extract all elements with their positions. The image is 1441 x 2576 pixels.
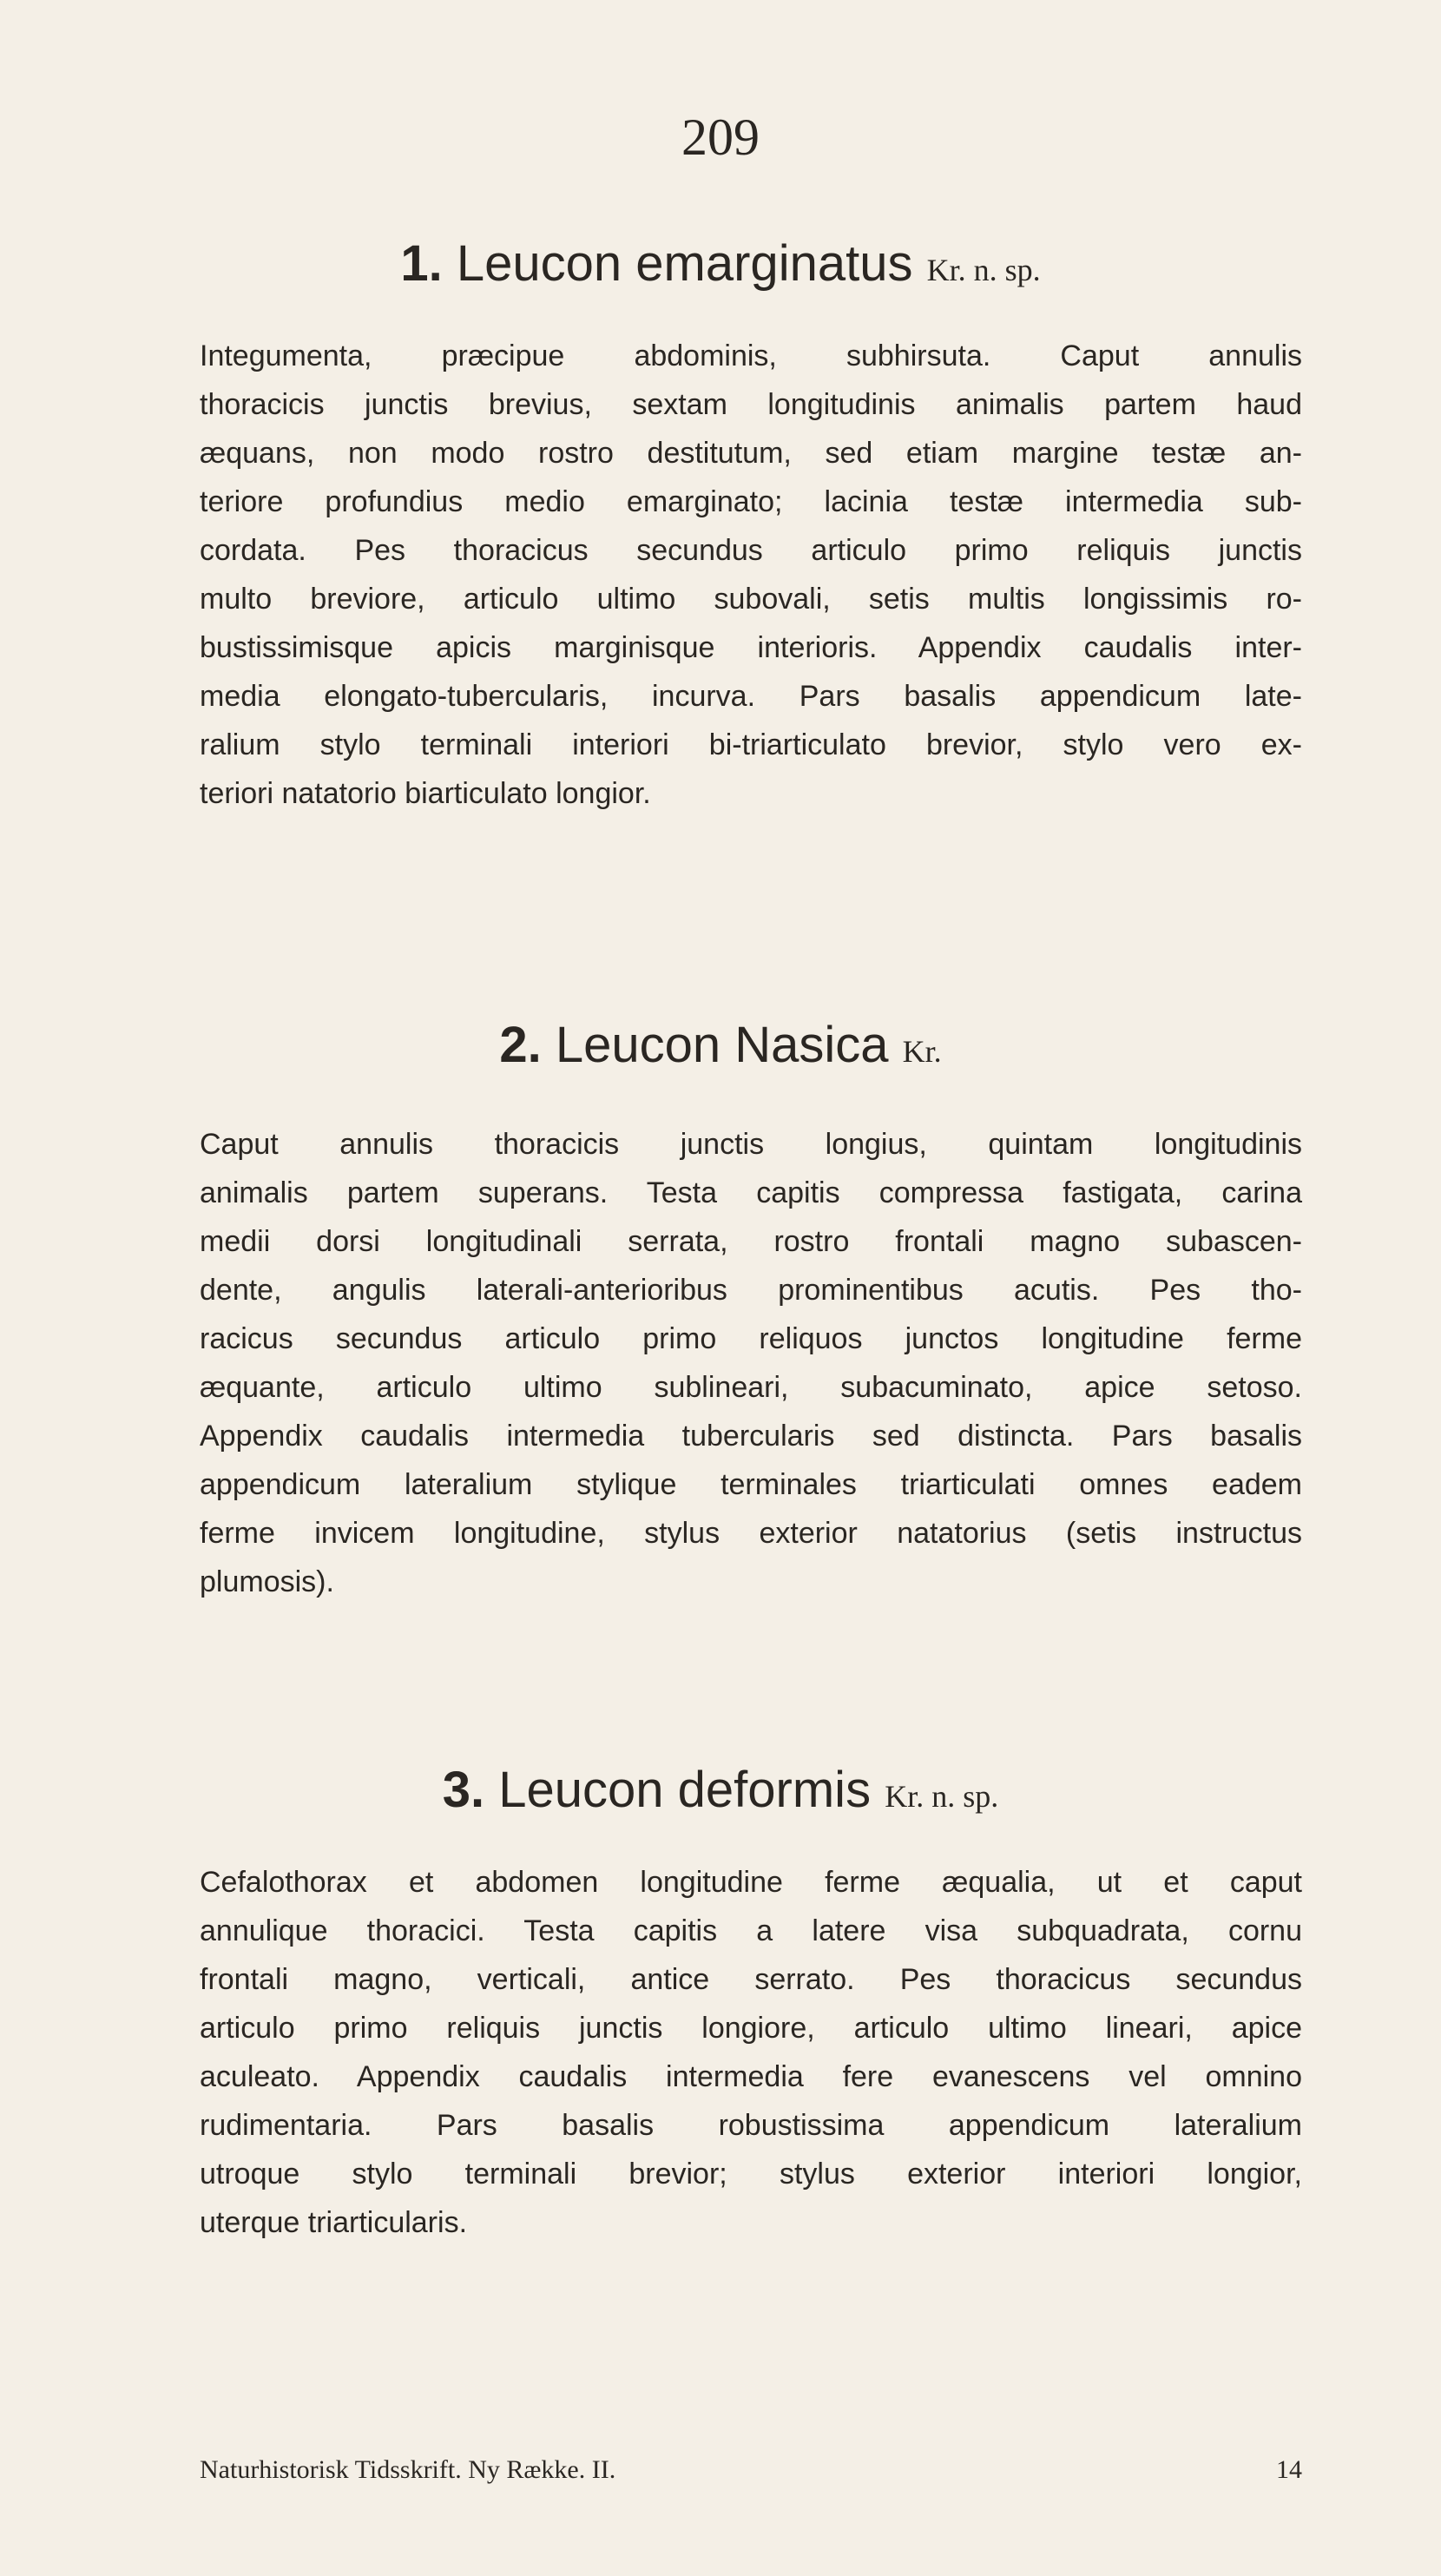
text-line: uterque triarticularis. [200, 2206, 468, 2239]
species-number: 2. [499, 1017, 542, 1073]
text-line: Integumenta, præcipue abdominis, subhirsuta. Caput annulis [200, 339, 1302, 372]
text-line: cordata. Pes thoracicus secundus articulo primo reliquis junctis [200, 534, 1302, 567]
species-description-3 [200, 1858, 1302, 2247]
text-line: medii dorsi longitudinali serrata, rostro frontali magno subascen- [200, 1225, 1302, 1258]
text-line: Cefalothorax et abdomen longitudine ferme æqualia, ut et caput [200, 1866, 1302, 1899]
species-heading-2 [0, 1017, 1441, 1073]
text-line: articulo primo reliquis junctis longiore, articulo ultimo lineari, apice [200, 2012, 1302, 2045]
text-line: aculeato. Appendix caudalis intermedia fere evanescens vel omnino [200, 2060, 1302, 2093]
text-line: media elongato-tubercularis, incurva. Pars basalis appendicum late- [200, 680, 1302, 713]
text-line: Appendix caudalis intermedia tubercularis sed distincta. Pars basalis [200, 1420, 1302, 1453]
species-author: Kr. n. sp. [926, 253, 1041, 287]
text-line: appendicum lateralium stylique terminales triarticulati omnes eadem [200, 1468, 1302, 1501]
text-line: thoracicis junctis brevius, sextam longitudinis animalis partem haud [200, 388, 1302, 421]
text-line: racicus secundus articulo primo reliquos junctos longitudine ferme [200, 1322, 1302, 1355]
text-line: animalis partem superans. Testa capitis compressa fastigata, carina [200, 1176, 1302, 1209]
text-line: æquans, non modo rostro destitutum, sed etiam margine testæ an- [200, 437, 1302, 470]
text-line: bustissimisque apicis marginisque interioris. Appendix caudalis inter- [200, 631, 1302, 664]
species-heading-3 [0, 1762, 1441, 1818]
text-line: utroque stylo terminali brevior; stylus exterior interiori longior, [200, 2158, 1302, 2191]
text-line: ferme invicem longitudine, stylus exterior natatorius (setis instructus [200, 1517, 1302, 1550]
species-title: Leucon deformis [498, 1762, 872, 1818]
species-number: 3. [442, 1762, 485, 1818]
species-author: Kr. n. sp. [885, 1779, 999, 1814]
text-line: annulique thoracici. Testa capitis a latere visa subquadrata, cornu [200, 1914, 1302, 1947]
signature-mark: 14 [1276, 2455, 1302, 2484]
species-number: 1. [400, 235, 443, 292]
text-line: ralium stylo terminali interiori bi-triarticulato brevior, stylo vero ex- [200, 728, 1302, 761]
species-title: Leucon emarginatus [456, 235, 913, 292]
text-line: plumosis). [200, 1565, 334, 1598]
text-line: multo breviore, articulo ultimo subovali, setis multis longissimis ro- [200, 583, 1302, 616]
text-line: teriore profundius medio emarginato; lacinia testæ intermedia sub- [200, 485, 1302, 518]
text-line: rudimentaria. Pars basalis robustissima appendicum lateralium [200, 2109, 1302, 2142]
species-author: Kr. [902, 1034, 942, 1069]
page-footer [200, 2453, 1302, 2487]
species-description-2 [200, 1120, 1302, 1606]
text-line: dente, angulis laterali-anterioribus prominentibus acutis. Pes tho- [200, 1274, 1302, 1307]
text-line: teriori natatorio biarticulato longior. [200, 777, 651, 810]
text-line: æquante, articulo ultimo sublineari, subacuminato, apice setoso. [200, 1371, 1302, 1404]
text-line: Caput annulis thoracicis junctis longius, quintam longitudinis [200, 1128, 1302, 1161]
text-line: frontali magno, verticali, antice serrato. Pes thoracicus secundus [200, 1963, 1302, 1996]
journal-title: Naturhistorisk Tidsskrift. Ny Række. II. [200, 2455, 616, 2484]
species-description-1 [200, 332, 1302, 818]
page-number: 209 [681, 109, 760, 166]
species-title: Leucon Nasica [555, 1017, 889, 1073]
species-heading-1 [0, 235, 1441, 292]
